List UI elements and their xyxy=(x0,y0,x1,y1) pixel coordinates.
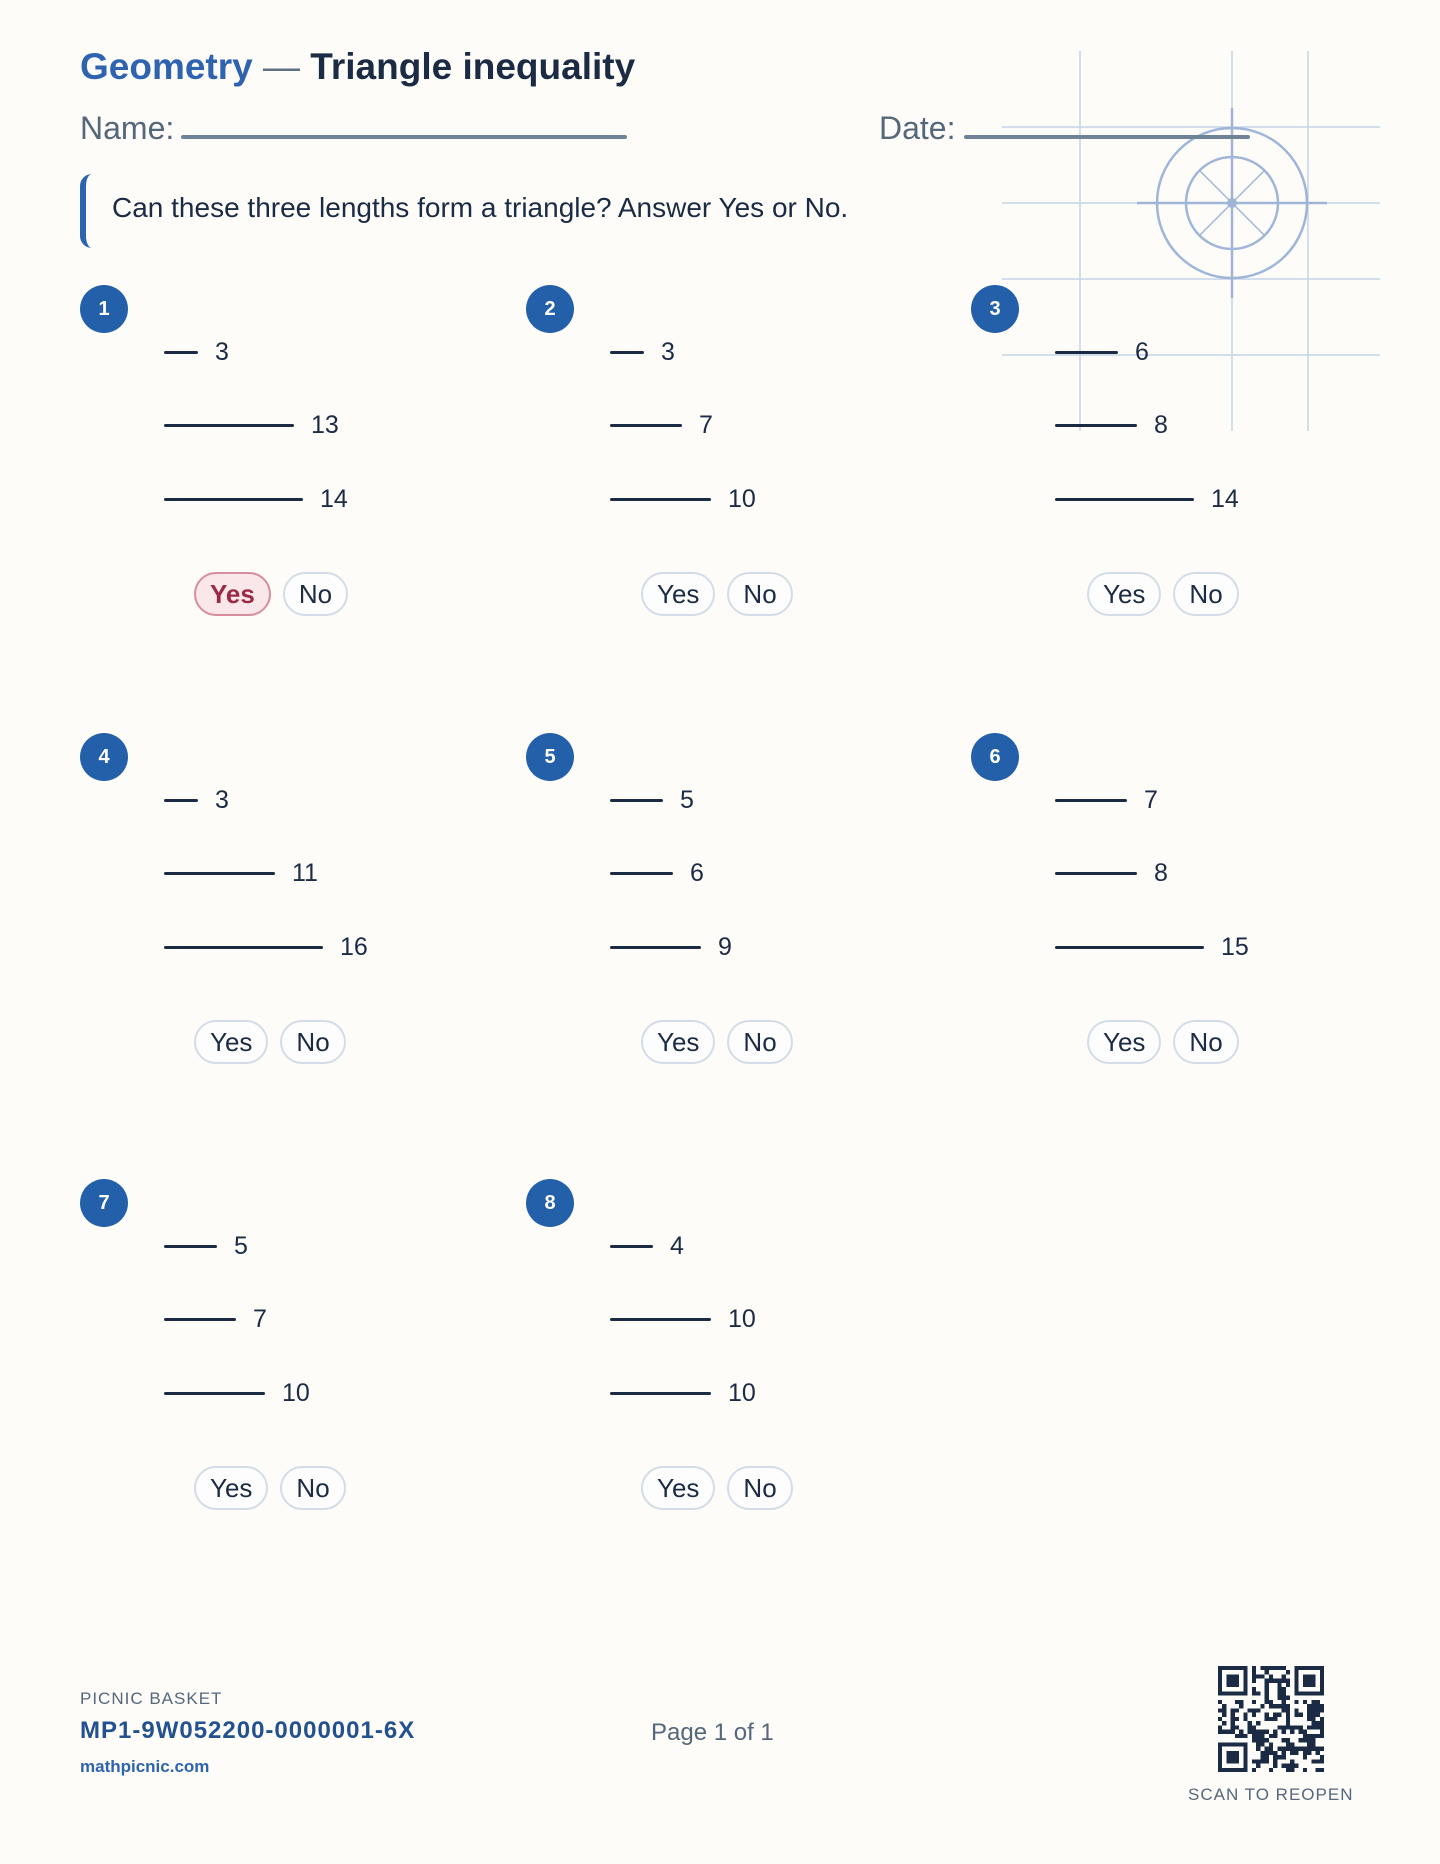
problem-number-badge: 1 xyxy=(80,285,128,333)
segment-line xyxy=(610,498,711,501)
segment-1 xyxy=(610,328,675,376)
segment-line xyxy=(164,1318,236,1321)
no-button[interactable]: No xyxy=(727,1020,792,1064)
segment-line xyxy=(610,799,663,802)
segment-line xyxy=(164,946,323,949)
no-button[interactable]: No xyxy=(1173,1020,1238,1064)
segment-length-label: 3 xyxy=(215,337,229,366)
problem-number-badge: 7 xyxy=(80,1179,128,1227)
segment-length-label: 10 xyxy=(728,1378,756,1407)
qr-code-icon[interactable] xyxy=(1218,1666,1324,1772)
segment-length-label: 4 xyxy=(670,1231,684,1260)
segment-line xyxy=(164,799,198,802)
segment-line xyxy=(610,424,682,427)
no-button[interactable]: No xyxy=(280,1466,345,1510)
segment-length-label: 7 xyxy=(699,410,713,439)
segment-3 xyxy=(164,1369,310,1417)
segment-2 xyxy=(1055,401,1168,449)
problem-3 xyxy=(971,285,1411,705)
problem-2 xyxy=(526,285,966,705)
name-field[interactable] xyxy=(181,135,627,139)
footer-site-link[interactable]: mathpicnic.com xyxy=(80,1757,210,1776)
problem-4 xyxy=(80,733,520,1153)
segment-1 xyxy=(164,328,229,376)
answer-options xyxy=(1087,1020,1239,1064)
segment-3 xyxy=(164,475,348,523)
segment-length-label: 14 xyxy=(320,484,348,513)
date-field[interactable] xyxy=(964,135,1250,139)
yes-button[interactable]: Yes xyxy=(1087,572,1161,616)
title-subject: Geometry xyxy=(80,46,253,87)
segment-length-label: 13 xyxy=(311,410,339,439)
segment-1 xyxy=(164,776,229,824)
segment-length-label: 9 xyxy=(718,932,732,961)
segment-line xyxy=(1055,872,1137,875)
segment-length-label: 8 xyxy=(1154,858,1168,887)
segment-line xyxy=(164,498,303,501)
segment-length-label: 8 xyxy=(1154,410,1168,439)
segment-line xyxy=(164,351,198,354)
segment-line xyxy=(610,1245,653,1248)
segment-2 xyxy=(1055,849,1168,897)
segment-1 xyxy=(610,1222,684,1270)
segment-2 xyxy=(610,401,713,449)
name-label: Name: xyxy=(80,110,175,146)
problem-number-badge: 6 xyxy=(971,733,1019,781)
instructions-text: Can these three lengths form a triangle? Answer Yes or No. xyxy=(112,192,849,223)
segment-line xyxy=(610,946,701,949)
no-button[interactable]: No xyxy=(280,1020,345,1064)
segment-line xyxy=(610,872,673,875)
segment-length-label: 7 xyxy=(1144,785,1158,814)
problem-8 xyxy=(526,1179,966,1599)
segment-3 xyxy=(1055,475,1239,523)
segment-length-label: 10 xyxy=(728,1304,756,1333)
segment-line xyxy=(164,1245,217,1248)
segment-2 xyxy=(610,1295,756,1343)
answer-options xyxy=(1087,572,1239,616)
answer-options xyxy=(641,572,793,616)
segment-length-label: 5 xyxy=(234,1231,248,1260)
problem-number-badge: 5 xyxy=(526,733,574,781)
instruction-accent-bar xyxy=(80,174,92,248)
segment-length-label: 14 xyxy=(1211,484,1239,513)
segment-line xyxy=(610,351,644,354)
segment-line xyxy=(1055,799,1127,802)
problem-7 xyxy=(80,1179,520,1599)
segment-line xyxy=(1055,946,1204,949)
segment-line xyxy=(610,1392,711,1395)
title-separator: — xyxy=(263,46,301,87)
answer-options xyxy=(194,572,348,616)
answer-options xyxy=(641,1466,793,1510)
date-label: Date: xyxy=(879,110,956,146)
page-indicator: Page 1 of 1 xyxy=(651,1719,774,1746)
segment-length-label: 16 xyxy=(340,932,368,961)
problem-1 xyxy=(80,285,520,705)
yes-button[interactable]: Yes xyxy=(194,1466,268,1510)
segment-3 xyxy=(610,475,756,523)
segment-2 xyxy=(610,849,704,897)
segment-2 xyxy=(164,849,318,897)
yes-button[interactable]: Yes xyxy=(641,572,715,616)
segment-length-label: 10 xyxy=(282,1378,310,1407)
segment-length-label: 7 xyxy=(253,1304,267,1333)
segment-length-label: 10 xyxy=(728,484,756,513)
problem-number-badge: 2 xyxy=(526,285,574,333)
segment-3 xyxy=(164,923,368,971)
segment-1 xyxy=(164,1222,248,1270)
segment-3 xyxy=(610,1369,756,1417)
segment-line xyxy=(1055,351,1118,354)
segment-2 xyxy=(164,1295,267,1343)
segment-length-label: 6 xyxy=(690,858,704,887)
problem-5 xyxy=(526,733,966,1153)
problem-number-badge: 4 xyxy=(80,733,128,781)
yes-button[interactable]: Yes xyxy=(194,1020,268,1064)
segment-line xyxy=(164,424,294,427)
problem-6 xyxy=(971,733,1411,1153)
problem-number-badge: 8 xyxy=(526,1179,574,1227)
segment-line xyxy=(610,1318,711,1321)
segment-length-label: 3 xyxy=(661,337,675,366)
yes-button[interactable]: Yes xyxy=(641,1020,715,1064)
segment-3 xyxy=(610,923,732,971)
segment-1 xyxy=(1055,776,1158,824)
answer-options xyxy=(194,1466,346,1510)
segment-1 xyxy=(1055,328,1149,376)
segment-length-label: 3 xyxy=(215,785,229,814)
segment-2 xyxy=(164,401,339,449)
no-button[interactable]: No xyxy=(1173,572,1238,616)
worksheet-code: MP1-9W052200-0000001-6X xyxy=(80,1717,416,1744)
no-button[interactable]: No xyxy=(727,1466,792,1510)
segment-3 xyxy=(1055,923,1249,971)
qr-label: SCAN TO REOPEN xyxy=(1188,1785,1354,1804)
segment-line xyxy=(164,872,275,875)
answer-options xyxy=(641,1020,793,1064)
worksheet-title xyxy=(80,46,635,88)
segment-length-label: 6 xyxy=(1135,337,1149,366)
footer-brand: PICNIC BASKET xyxy=(80,1689,223,1708)
problem-number-badge: 3 xyxy=(971,285,1019,333)
yes-button[interactable]: Yes xyxy=(641,1466,715,1510)
title-topic: Triangle inequality xyxy=(310,46,636,87)
segment-line xyxy=(1055,498,1194,501)
segment-line xyxy=(1055,424,1137,427)
segment-length-label: 5 xyxy=(680,785,694,814)
yes-button[interactable]: Yes xyxy=(1087,1020,1161,1064)
segment-1 xyxy=(610,776,694,824)
yes-button[interactable]: Yes xyxy=(194,572,271,616)
no-button[interactable]: No xyxy=(727,572,792,616)
segment-length-label: 11 xyxy=(292,858,318,887)
no-button[interactable]: No xyxy=(283,572,348,616)
segment-length-label: 15 xyxy=(1221,932,1249,961)
answer-options xyxy=(194,1020,346,1064)
segment-line xyxy=(164,1392,265,1395)
